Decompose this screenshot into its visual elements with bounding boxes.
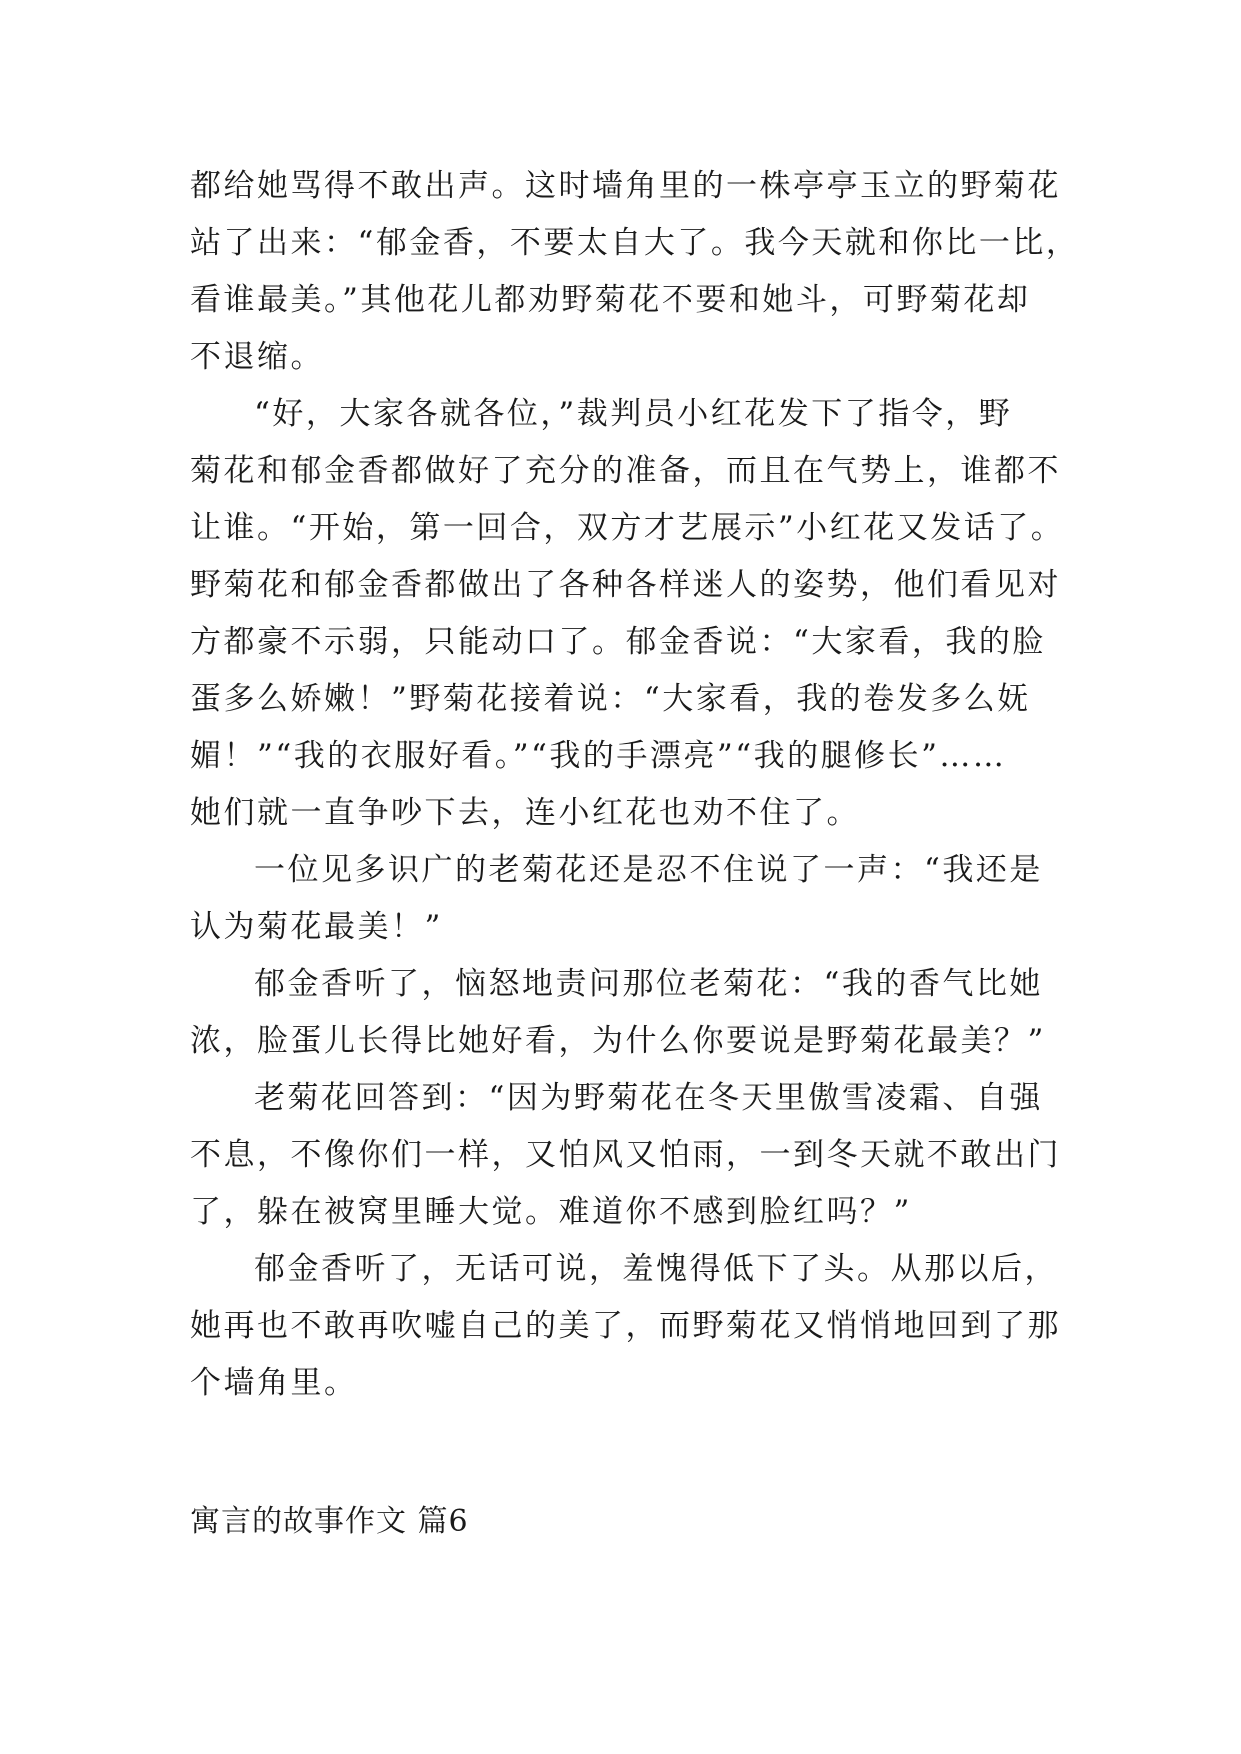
text-line: 个墙角里。	[190, 1365, 358, 1401]
text-line: “好，大家各就各位，”裁判员小红花发下了指令，野	[254, 396, 1013, 432]
text-line: 郁金香听了，恼怒地责问那位老菊花：“我的香气比她	[254, 966, 1043, 1002]
text-line: 方都豪不示弱，只能动口了。郁金香说：“大家看，我的脸	[190, 624, 1046, 660]
text-line: 她们就一直争吵下去，连小红花也劝不住了。	[190, 795, 860, 831]
text-line: 她再也不敢再吹嘘自己的美了，而野菊花又悄悄地回到了那	[190, 1308, 1061, 1344]
text-line: 不息，不像你们一样，又怕风又怕雨，一到冬天就不敢出门	[190, 1137, 1061, 1173]
text-line: 蛋多么娇嫩！”野菊花接着说：“大家看，我的卷发多么妩	[190, 681, 1031, 717]
text-line: 菊花和郁金香都做好了充分的准备，而且在气势上，谁都不	[190, 453, 1061, 489]
section-heading: 寓言的故事作文 篇6	[190, 1504, 469, 1539]
text-line: 浓，脸蛋儿长得比她好看，为什么你要说是野菊花最美？”	[190, 1023, 1046, 1059]
text-line: 郁金香听了，无话可说，羞愧得低下了头。从那以后，	[254, 1251, 1058, 1287]
text-line: 了，躲在被窝里睡大觉。难道你不感到脸红吗？”	[190, 1194, 912, 1230]
text-line: 看谁最美。”其他花儿都劝野菊花不要和她斗，可野菊花却	[190, 282, 1031, 318]
text-line: 一位见多识广的老菊花还是忍不住说了一声：“我还是	[254, 852, 1043, 888]
text-line: 野菊花和郁金香都做出了各种各样迷人的姿势，他们看见对	[190, 567, 1061, 603]
text-line: 老菊花回答到：“因为野菊花在冬天里傲雪凌霜、自强	[254, 1080, 1043, 1116]
text-line: 认为菊花最美！”	[190, 909, 443, 945]
text-line: 都给她骂得不敢出声。这时墙角里的一株亭亭玉立的野菊花	[190, 168, 1061, 204]
text-line: 站了出来：“郁金香，不要太自大了。我今天就和你比一比，	[190, 225, 1080, 261]
text-line: 不退缩。	[190, 339, 324, 375]
text-line: 让谁。“开始，第一回合，双方才艺展示”小红花又发话了。	[190, 510, 1065, 546]
text-line: 媚！”“我的衣服好看。”“我的手漂亮”“我的腿修长”……	[190, 738, 1007, 774]
